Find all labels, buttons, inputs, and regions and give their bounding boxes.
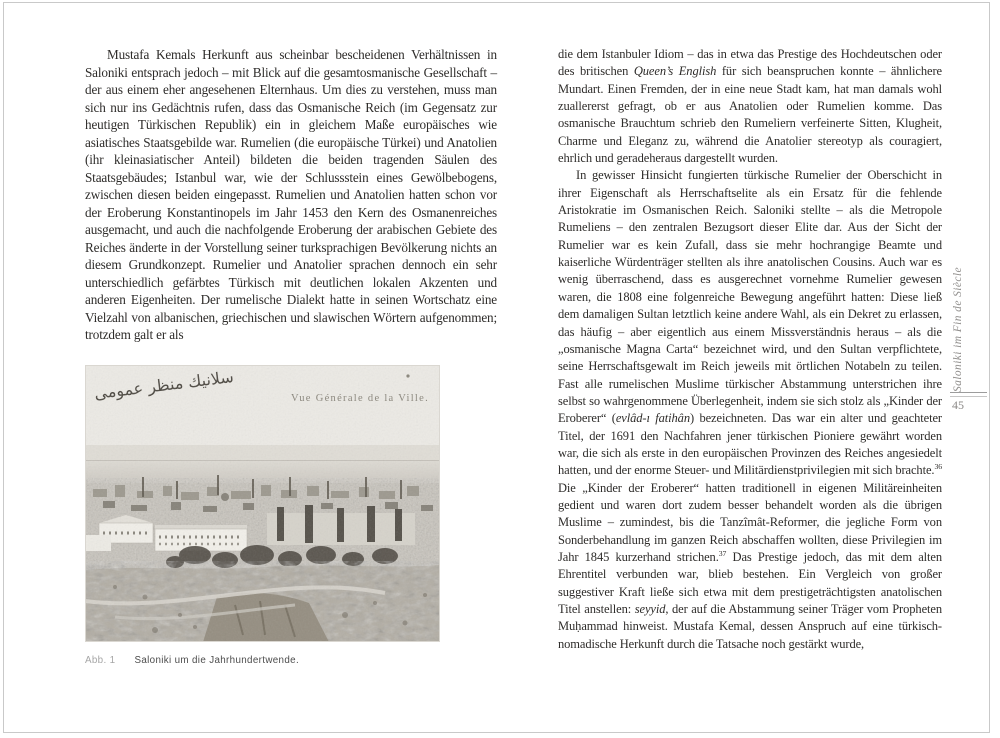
postcard-photo [85,365,440,642]
left-page-text-column [85,46,497,344]
left-page-paragraph: Mustafa Kemals Herkunft aus scheinbar bescheidenen Verhältnissen in Saloniki entsprach jedoch – mit Blick auf die gesamtosmanische Gesellschaft – der aus einem eher angesehenen Elternhaus. Um dies zu verstehen, muss man sich nur ins Gedächtnis rufen, dass das Osmanische Reich (im Gegensatz zur heutigen Türkischen Republik) ein in gleichem Maße europäisches wie asiatisches Staatsgebilde war. Rumelien (die europäische Türkei) und Anatolien (ihr kleinasiatischer Anteil) bildeten die beiden tragenden Säulen des Staatsgebäudes; Istanbul war, wie der Schlussstein eines Gewölbebogens, zwischen diesen beiden eingepasst. Rumelien und Anatolien hatten schon vor der Eroberung Konstantinopels im Jahr 1453 den Kern des Osmanenreiches ausgemacht, und auch die nachfolgende Eroberung der arabischen Gebiete des Reiches änderte in der Vorstellung seiner turksprachigen Bevölkerung nichts an diesem Grundkonzept. Rumelier und Anatolier sprachen dennoch ein sehr unterschiedlich gefärbtes Türkisch mit deutlichen lokalen Akzenten und anderen Eigenheiten. Der rumelische Dialekt hatte in seinen Wortschatz eine Vielzahl von albanischen, griechischen und slawischen Wörtern aufgenommen; trotzdem galt er als [85,47,497,342]
right-page-text-column [558,46,942,653]
right-page-paragraph-1: die dem Istanbuler Idiom – das in etwa das Prestige des Hochdeutschen oder des britischen Queen’s English für sich beanspruchen konnte – ähnlichere Mundart. Einen Fremden, der in eine neue Stadt kam, hat man damals wohl zuallererst gefragt, ob er aus Anatolien oder Rumelien komme. Das osmanische Brauchtum schrieb den Rumeliern verfeinerte Sitten, Klugheit, Charme und Eleganz zu, während die Anatolier stereotyp als couragiert, ehrlich und geradeheraus dargestellt wurden. [558,47,942,166]
figure-caption-label: Abb. 1 [85,655,116,666]
figure-caption [85,655,440,666]
page-number: 45 [952,398,964,412]
right-page-paragraph-2: In gewisser Hinsicht fungierten türkische Rumelier der Oberschicht in ihrer Eigenschaft als Herrschaftselite als ein Ersatz für die fehlende Aristokratie im Osmanischen Reich. Saloniki stellte – als die Metropole Rumeliens – den zentralen Bezugsort dieser Elite dar. Aus der Sicht der Rumelier war es kein Zufall, dass sie mehr hochrangige Beamte und kaiserliche Würdenträger stellten als ihre anatolischen Cousins. Auch war es wenig überraschend, dass es ausgerechnet vornehme Rumelier gewesen waren, die 1808 eine folgenreiche Bewegung angeführt hatten: Diese ließ dem damaligen Sultan letztlich keine andere Wahl, als ein Dekret zu erlassen, das häufig – aber eigentlich aus einem Missverständnis heraus – als die „osmanische Magna Carta“ bezeichnet wird, und den Sultan verpflichtete, seine Herrschaftsgewalt im Reich jeweils mit örtlichen Notabeln zu teilen. Fast alle rumelischen Muslime türkischer Abstammung unterstrichen ihre selbst so wahrgenommene Überlegenheit, indem sie sich stolz als „Kinder der Eroberer“ (evlâd-ı fatihân) bezeichneten. Das war ein alter und geachteter Titel, der 1691 den Nachfahren jener türkischen Pioniere gewährt worden war, die sich als erste in den europäischen Provinzen des Reiches angesiedelt hatten, und der enorme Steuer- und Militärdienstprivilegien mit sich brachte.$^{36}$ Die „Kinder der Eroberer“ hatten traditionell in eigenen Militäreinheiten gedient und waren dort zudem besser behandelt worden als die übrigen Muslime – zumindest, bis die Tanzîmât-Reformer, die jegliche Form von Sonderbehandlung im ganzen Reich abschaffen wollten, diese Privilegien im Jahr 1845 kurzerhand strichen.$^{37}$ Das Prestige jedoch, das mit dem alten Ehrentitel verbunden war, blieb bestehen. Ein Vergleich von großer suggestiver Kraft ließe sich etwa mit dem prestigeträchtigsten anatolischen Titel anstellen: seyyid, der auf die Abstammung seiner Träger vom Propheten Muḥammad hinweist. Mustafa Kemal, dessen Anspruch auf eine türkisch-nomadische Herkunft durch die Tatsache noch gestärkt wurde, [558,168,942,651]
margin-rule [950,392,987,397]
chapter-margin-title: Saloniki im Fin de Siècle [952,267,964,392]
postcard-title: Vue Générale de la Ville. [291,393,430,404]
ottoman-inscription: سلانيك منظر عمومى [93,367,235,403]
figure-postcard [85,365,440,666]
figure-caption-text: Saloniki um die Jahrhundertwende. [134,655,300,666]
photo-grain [85,365,440,642]
